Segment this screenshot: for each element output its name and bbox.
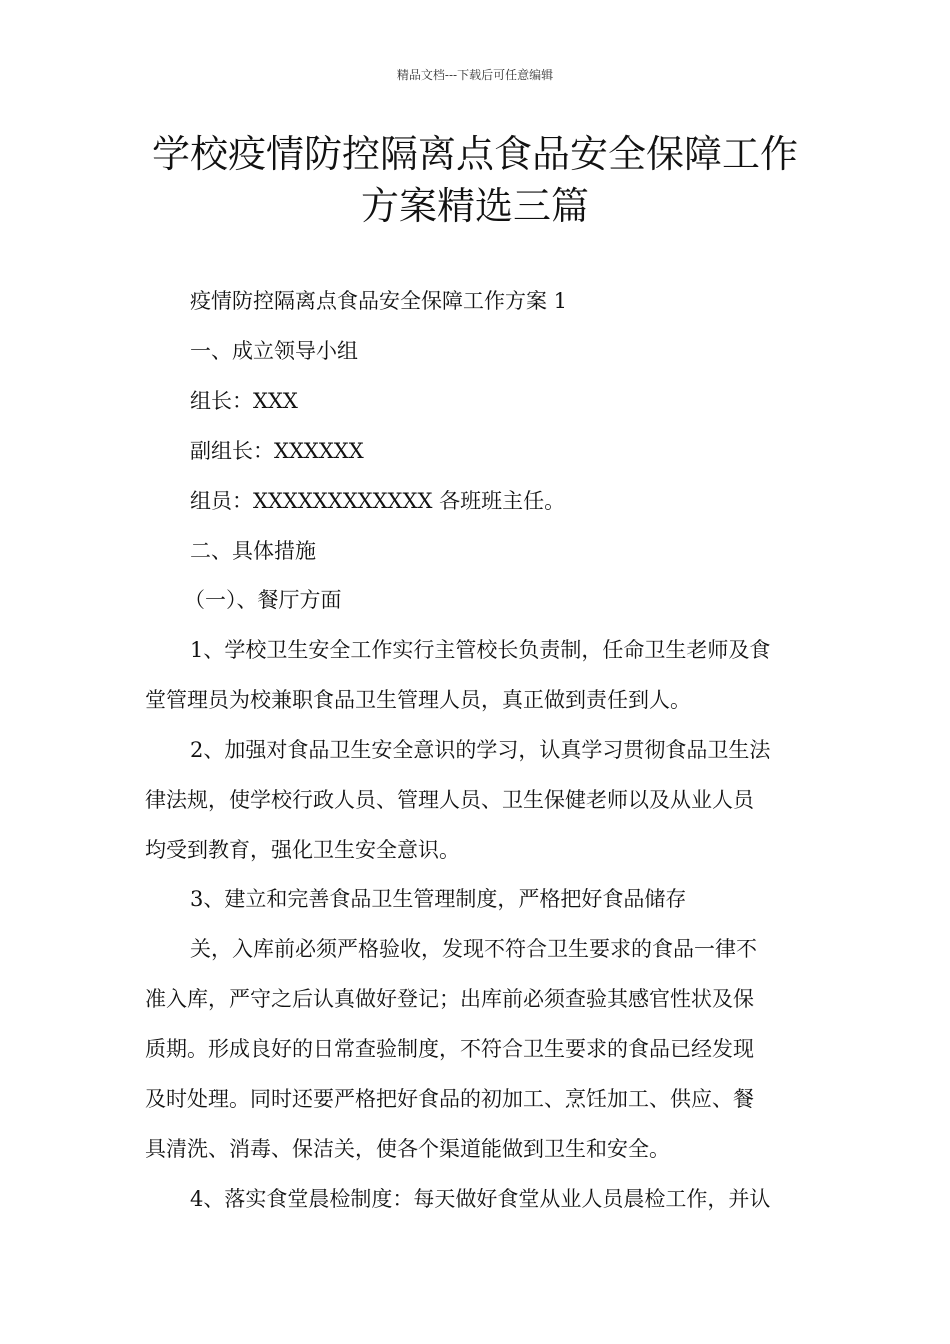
paragraph-line: 律法规，使学校行政人员、管理人员、卫生保健老师以及从业人员 [145,788,754,812]
members-line: 组员：XXXXXXXXXXXX 各班班主任。 [190,489,566,513]
paragraph-line: 及时处理。同时还要严格把好食品的初加工、烹饪加工、供应、餐 [145,1087,754,1111]
paragraph-line: 4、落实食堂晨检制度：每天做好食堂从业人员晨检工作，并认 [190,1187,771,1211]
paragraph-line: 堂管理员为校兼职食品卫生管理人员，真正做到责任到人。 [145,688,691,712]
paragraph-line: 关，入库前必须严格验收，发现不符合卫生要求的食品一律不 [190,937,757,961]
heading-leadership-group: 一、成立领导小组 [190,339,358,363]
title-line-1: 学校疫情防控隔离点食品安全保障工作 [151,132,798,176]
subheading-canteen: （一）、餐厅方面 [184,588,342,612]
section-heading-plan-1: 疫情防控隔离点食品安全保障工作方案 1 [190,289,568,313]
heading-measures: 二、具体措施 [190,539,316,563]
group-leader-line: 组长：XXX [190,389,298,413]
document-title [100,128,850,232]
deputy-leader-line: 副组长：XXXXXX [190,439,364,463]
paragraph-line: 准入库，严守之后认真做好登记；出库前必须查验其感官性状及保 [145,987,754,1011]
paragraph-line: 具清洗、消毒、保洁关，使各个渠道能做到卫生和安全。 [145,1137,670,1161]
paragraph-line: 1、学校卫生安全工作实行主管校长负责制，任命卫生老师及食 [190,638,771,662]
paragraph-line: 2、加强对食品卫生安全意识的学习，认真学习贯彻食品卫生法 [190,738,771,762]
header-note: 精品文档---下载后可任意编辑 [396,68,554,82]
paragraph-line: 3、建立和完善食品卫生管理制度，严格把好食品储存 [190,887,687,911]
paragraph-line: 均受到教育，强化卫生安全意识。 [145,838,460,862]
title-line-2: 方案精选三篇 [360,184,589,228]
paragraph-line: 质期。形成良好的日常查验制度，不符合卫生要求的食品已经发现 [145,1037,754,1061]
